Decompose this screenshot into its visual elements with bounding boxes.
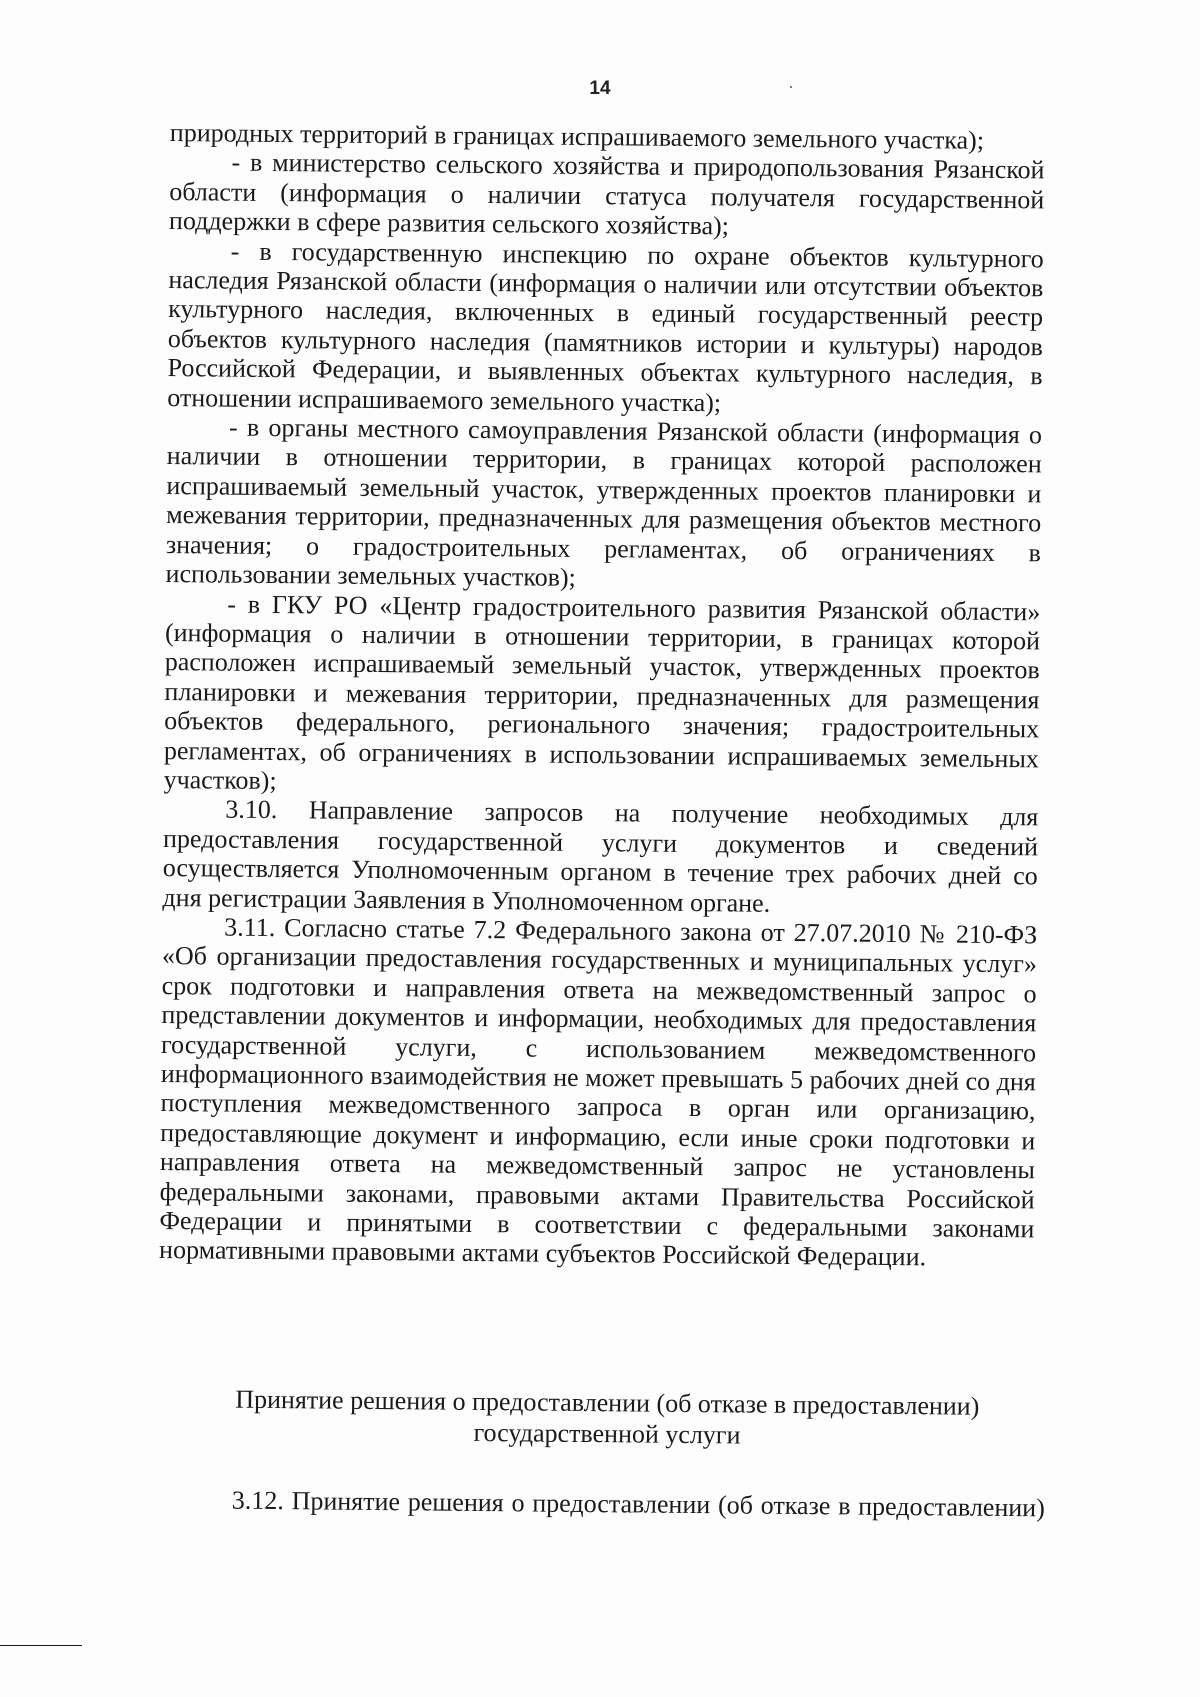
footnote-rule: [0, 1645, 82, 1646]
page-number: 14: [589, 78, 611, 99]
paragraph-ministry-agriculture: - в министерство сельского хозяйства и природопользования Рязанской области (информация о наличии статуса получателя государственной поддержки в сфере развития сельского хозяйства);: [168, 148, 1045, 241]
paragraph-urban-development-center: - в ГКУ РО «Центр градостроительного развития Рязанской области» (информация о наличии в отношении территории, в границах которой расположен испрашиваемый земельный участок, утвержденных проектов планировки и межевания территории, предназначенных для размещения объектов федерального, регионального значения; градостроительных регламентах, об ограничениях в использовании испрашиваемых земельных участков);: [163, 589, 1041, 795]
paragraph-continuation: природных территорий в границах испрашиваемого земельного участка);: [169, 118, 985, 155]
paragraph-3-12-start: 3.12. Принятие решения о предоставлении (об отказе в предоставлении): [231, 1485, 1045, 1523]
section-heading: [169, 1383, 1045, 1453]
paragraph-3-10: 3.10. Направление запросов на получение необходимых для предоставления государственной услуги документов и сведений осуществляется Уполномоченным органом в течение трех рабочих дней со дня регистрации Заявления в Уполномоченном органе.: [162, 794, 1039, 918]
paragraph-local-government: - в органы местного самоуправления Рязанской области (информация о наличии в отношении территории, в границах которой расположен испрашиваемый земельный участок, утвержденных проектов планировки и межевания территории, предназначенных для размещения объектов местного значения; о градостроительных регламентах, об ограничениях в использовании земельных участков);: [165, 412, 1043, 593]
section-heading-line-1: Принятие решения о предоставлении (об отказе в предоставлении): [235, 1384, 980, 1421]
paragraph-cultural-heritage-inspection: - в государственную инспекцию по охране объектов культурного наследия Рязанской области (информация о наличии или отсутствии объектов культурного наследия, включенных в единый государственный реестр объектов культурного наследия (памятников истории и культуры) народов Российской Федерации, и выявленных объектах культурного наследия, в отношении испрашиваемого земельного участка);: [167, 236, 1044, 417]
section-heading-line-2: государственной услуги: [473, 1417, 741, 1450]
paragraph-3-11: 3.11. Согласно статье 7.2 Федерального закона от 27.07.2010 № 210-ФЗ «Об организации предоставления государственных и муниципальных услуг» срок подготовки и направления ответа на межведомственный запрос о представлении документов и информации, необходимых для предоставления государственной услуги, с использованием межведомственного информационного взаимодействия не может превышать 5 рабочих дней со дня поступления межведомственного запроса в орган или организацию, предоставляющие документ и информацию, если иные сроки подготовки и направления ответа на межведомственный запрос не установлены федеральными законами, правовыми актами Правительства Российской Федерации и принятыми в соответствии с федеральными законами нормативными правовыми актами субъектов Российской Федерации.: [158, 912, 1038, 1272]
body-text: [159, 118, 1045, 1273]
